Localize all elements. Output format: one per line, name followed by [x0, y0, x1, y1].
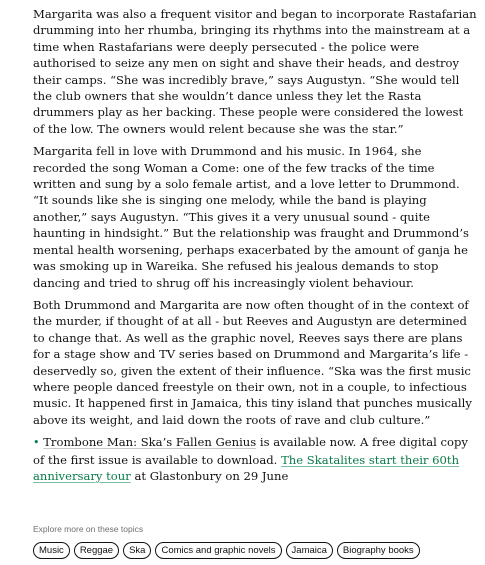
footnote-text-1: is available now. A free digital copy of the first issue is available to download. [33, 435, 468, 467]
tag-reggae[interactable]: Reggae [74, 542, 119, 559]
tag-comics-and-graphic-novels[interactable]: Comics and graphic novels [155, 542, 281, 559]
article-paragraph-3: Both Drummond and Margarita are now often thought of in the context of the murder, if thought of at all - but Reeves and Augustyn are determined to change that. As well as the graphic novel, Reeves says there are plans for a stage show and TV series based on Drummond and Margarita’s life - deservedly so, given the extent of their influence. “Ska was the first music where people danced freestyle on their own, not in a couple, to infectious music. It happened first in Jamaica, this tiny island that punches musically above its weight, and laid down the roots of rave and club culture.” [33, 297, 472, 427]
bullet-icon: • [33, 436, 40, 450]
trombone-man-link[interactable]: Trombone Man: Ska’s Fallen Genius [43, 435, 257, 450]
article-paragraph-1: Margarita was also a frequent visitor and began to incorporate Rastafarian drumming into her rhumba, bringing its rhythms into the mainstream at a time when Rastafarians were deeply persecuted - the police were authorised to seize any men on sight and shave their heads, and destroy their camps. “She was incredibly brave,” says Augustyn. “She would tell the club owners that she wouldn’t dance unless they let the Rasta drummers play as her backing. These people were considered the lowest of the low. The owners would relent because she was the star.” [33, 7, 477, 136]
topics-heading: Explore more on these topics [33, 524, 144, 535]
article-footnote [33, 434, 477, 484]
tag-ska[interactable]: Ska [123, 542, 151, 559]
tag-music[interactable]: Music [33, 542, 70, 559]
footnote-text-2: at Glastonbury on 29 June [130, 468, 289, 483]
topic-tags [33, 542, 477, 559]
skatalites-tour-link[interactable]: The Skatalites start their 60th anniversary tour [33, 452, 460, 483]
tag-jamaica[interactable]: Jamaica [286, 542, 333, 559]
article-paragraph-2: Margarita fell in love with Drummond and his music. In 1964, she recorded the song Woman a Come: one of the few tracks of the time written and sung by a solo female artist, and a love letter to Drummond. “It sounds like she is singing one melody, while the band is playing another,” says Augustyn. “This gives it a very unusual sound - quite haunting in hindsight.” But the relationship was fraught and Drummond’s mental health worsening, perhaps exacerbated by the amount of ganja he was smoking up in Wareika. She refused his jealous demands to stop dancing and tried to shrug off his increasingly violent behaviour. [33, 144, 469, 290]
tag-biography-books[interactable]: Biography books [337, 542, 420, 559]
